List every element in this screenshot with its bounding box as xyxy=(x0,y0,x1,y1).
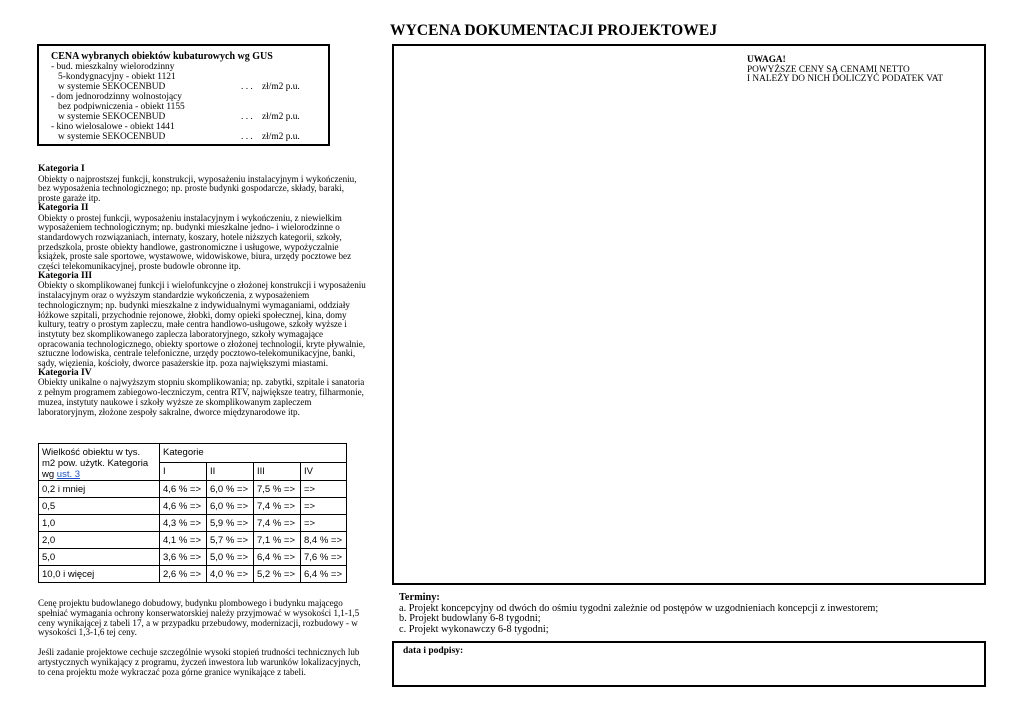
size-cell: 10,0 i więcej xyxy=(39,566,160,583)
table-row xyxy=(39,515,347,532)
gus-row-text: - bud. mieszkalny wielorodzinny xyxy=(51,62,175,72)
value-cell: 6,4 % => xyxy=(301,566,347,583)
size-cell: 2,0 xyxy=(39,532,160,549)
value-cell: 4,6 % => xyxy=(160,498,207,515)
value-cell: 7,5 % => xyxy=(254,481,301,498)
notice-line: POWYŻSZE CENY SĄ CENAMI NETTO xyxy=(747,64,910,75)
pricing-notes xyxy=(38,599,368,678)
value-cell: 5,9 % => xyxy=(207,515,254,532)
gus-row xyxy=(51,72,328,82)
category-text: Obiekty o prostej funkcji, wyposażeniu instalacyjnym i wykończeniu, z niewielkim wyposażeniem technologicznym; np. budynki mieszkalne jedno- i wielorodzinne o standardowych rozwiązaniach, internaty, koszary, hotele niższych kategorii, szkoły, przedszkola, proste obiekty handlowe, gastronomiczne i usługowe, wypożyczalnie książek, proste sale sportowe, wystawowe, widowiskowe, biura, urzędy pocztowe bez części telekomunikacyjnej, proste budowle obronne itp. xyxy=(38,212,352,272)
category-descriptions xyxy=(38,165,368,417)
gus-row xyxy=(51,112,328,122)
gus-row-unit: zł/m2 p.u. xyxy=(262,82,300,92)
gus-row-text: 5-kondygnacyjny - obiekt 1121 xyxy=(51,72,176,82)
value-cell: 8,4 % => xyxy=(301,532,347,549)
categories-group-header: Kategorie xyxy=(160,444,347,463)
gus-row-dots: . . . xyxy=(241,82,253,92)
value-cell: 4,3 % => xyxy=(160,515,207,532)
gus-row-dots: . . . xyxy=(241,132,253,142)
gus-row xyxy=(51,92,328,102)
table-row xyxy=(39,566,347,583)
table-row xyxy=(39,532,347,549)
term-item: c. Projekt wykonawczy 6-8 tygodni; xyxy=(399,623,549,635)
gus-row-text: w systemie SEKOCENBUD xyxy=(51,132,166,142)
term-item: a. Projekt koncepcyjny od dwóch do ośmiu tygodni zależnie od postępów w uzgodnieniach koncepcji z inwestorem; xyxy=(399,602,879,614)
gus-row-text: - kino wielosalowe - obiekt 1441 xyxy=(51,122,175,132)
gus-row xyxy=(51,132,328,142)
value-cell: 5,7 % => xyxy=(207,532,254,549)
value-cell: 7,4 % => xyxy=(254,498,301,515)
gus-row xyxy=(51,82,328,92)
gus-row xyxy=(51,122,328,132)
gus-price-box xyxy=(37,44,330,146)
price-percentage-table xyxy=(38,443,347,583)
gus-row-unit: zł/m2 p.u. xyxy=(262,112,300,122)
size-cell: 0,2 i mniej xyxy=(39,481,160,498)
category-title: Kategoria IV xyxy=(38,367,92,378)
gus-row-text: w systemie SEKOCENBUD xyxy=(51,82,166,92)
page-title: WYCENA DOKUMENTACJI PROJEKTOWEJ xyxy=(390,22,718,39)
gus-row-text: bez podpiwniczenia - obiekt 1155 xyxy=(51,102,185,112)
notice-line: I NALEŻY DO NICH DOLICZYĆ PODATEK VAT xyxy=(747,74,944,85)
value-cell: 4,1 % => xyxy=(160,532,207,549)
column-header: II xyxy=(207,462,254,481)
column-header: I xyxy=(160,462,207,481)
term-item: b. Projekt budowlany 6-8 tygodni; xyxy=(399,613,541,625)
category-title: Kategoria II xyxy=(38,202,89,213)
value-cell: 6,0 % => xyxy=(207,481,254,498)
value-cell: 3,6 % => xyxy=(160,549,207,566)
value-cell: 4,0 % => xyxy=(207,566,254,583)
value-cell: 5,0 % => xyxy=(207,549,254,566)
value-cell: => xyxy=(301,498,347,515)
notice-title: UWAGA! xyxy=(747,55,786,65)
value-cell: 4,6 % => xyxy=(160,481,207,498)
ust-3-link[interactable]: ust. 3 xyxy=(56,469,81,480)
category-title: Kategoria I xyxy=(38,164,85,174)
value-cell: 7,1 % => xyxy=(254,532,301,549)
note-paragraph: Jeśli zadanie projektowe cechuje szczególnie wysoki stopień trudności technicznych lub artystycznych wynikający z programu, życzeń inwestora lub warunków lokalizacyjnych, to cena projektu może wykraczać poza górne granice wynikające z tabeli. xyxy=(38,647,361,677)
terms-section xyxy=(399,593,878,635)
signature-box[interactable] xyxy=(392,641,986,687)
category-text: Obiekty o najprostszej funkcji, konstrukcji, wyposażeniu instalacyjnym i wykończeniu, bez wyposażenia technologicznego; np. proste budynki gospodarcze, składy, baraki, proste garaże itp. xyxy=(38,173,357,204)
gus-row xyxy=(51,102,328,112)
gus-row-unit: zł/m2 p.u. xyxy=(262,132,300,142)
size-header xyxy=(39,444,160,481)
terms-title: Terminy: xyxy=(399,592,440,603)
vat-notice xyxy=(747,56,943,85)
note-paragraph: Cenę projektu budowlanego dobudowy, budynku plombowego i budynku mającego spełniać wymagania ochrony konserwatorskiej należy przyjmować w wysokości 1,1-1,5 ceny wynikającej z tabeli 17, a w przypadku przebudowy, modernizacji, rozbudowy - w wysokości 1,3-1,6 tej ceny. xyxy=(38,598,360,638)
gus-row-text: - dom jednorodzinny wolnostojący xyxy=(51,92,182,102)
value-cell: 7,6 % => xyxy=(301,549,347,566)
value-cell: 6,0 % => xyxy=(207,498,254,515)
size-cell: 1,0 xyxy=(39,515,160,532)
value-cell: 6,4 % => xyxy=(254,549,301,566)
value-cell: => xyxy=(301,515,347,532)
gus-row-text: w systemie SEKOCENBUD xyxy=(51,112,166,122)
size-cell: 0,5 xyxy=(39,498,160,515)
table-row xyxy=(39,549,347,566)
size-cell: 5,0 xyxy=(39,549,160,566)
category-text: Obiekty unikalne o najwyższym stopniu skomplikowania; np. zabytki, szpitale i sanatoria z pełnym programem zabiegowo-leczniczym, centra RTV, największe teatry, filharmonie, muzea, instytuty naukowe i szkoły wyższe ze skomplikowanym zapleczem laboratoryjnym, złożone zespoły sakralne, dworce międzynarodowe itp. xyxy=(38,377,365,417)
value-cell: 7,4 % => xyxy=(254,515,301,532)
gus-title: CENA wybranych obiektów kubaturowych wg GUS xyxy=(51,51,273,62)
value-cell: 5,2 % => xyxy=(254,566,301,583)
table-row xyxy=(39,498,347,515)
size-header-text: Wielkość obiektu w tys. m2 pow. użytk. Kategoria wg xyxy=(42,447,149,480)
category-text: Obiekty o skomplikowanej funkcji i wielofunkcyjne o złożonej konstrukcji i wyposażeniu instalacyjnym oraz o wyższym standardzie wykończenia, z wyposażeniem technologicznym; np. budynki mieszkalne z indywidualnymi wymaganiami, oddziały łóżkowe szpitali, przychodnie rejonowe, żłobki, domy opieki społecznej, kina, domy kultury, teatry o prostym zapleczu, małe centra handlowo-usługowe, szkoły wyższe i instytuty bez skomplikowanego zaplecza laboratoryjnego, szkoły wymagające opracowania technologicznego, obiekty sportowe o złożonej technologii, kryte pływalnie, sztuczne lodowiska, centrale telefoniczne, urzędy pocztowo-telekomunikacyjne, banki, sądy, więzienia, kościoły, dworce pasażerskie itp. poza największymi miastami. xyxy=(38,280,366,369)
value-cell: 2,6 % => xyxy=(160,566,207,583)
table-row xyxy=(39,481,347,498)
gus-row xyxy=(51,62,328,72)
column-header: IV xyxy=(301,462,347,481)
value-cell: => xyxy=(301,481,347,498)
signature-label: data i podpisy: xyxy=(403,646,464,656)
pricing-input-area[interactable] xyxy=(392,44,986,585)
column-header: III xyxy=(254,462,301,481)
gus-row-dots: . . . xyxy=(241,112,253,122)
category-title: Kategoria III xyxy=(38,270,93,281)
